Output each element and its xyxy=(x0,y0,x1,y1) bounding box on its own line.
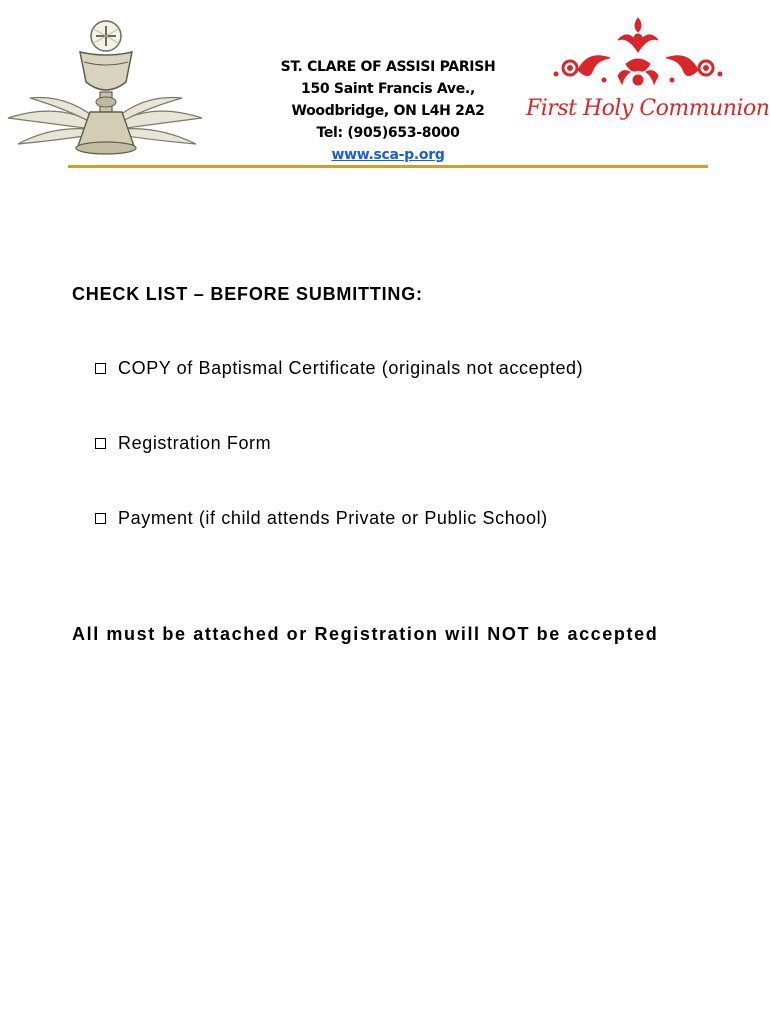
parish-header xyxy=(250,56,526,166)
checkbox[interactable] xyxy=(95,438,106,449)
checklist-item-baptismal-certificate xyxy=(95,358,583,379)
phone-number: Tel: (905)653-8000 xyxy=(316,125,460,141)
checklist-item-payment xyxy=(95,508,548,529)
checklist-item-label: Payment (if child attends Private or Public School) xyxy=(118,508,548,528)
checkbox[interactable] xyxy=(95,363,106,374)
website-link[interactable]: www.sca-p.org xyxy=(331,147,445,163)
checklist-heading: CHECK LIST – BEFORE SUBMITTING: xyxy=(72,284,423,304)
checklist-item-label: Registration Form xyxy=(118,433,272,453)
parish-name: ST. CLARE OF ASSISI PARISH xyxy=(280,59,496,75)
first-holy-communion-title: First Holy Communion xyxy=(526,96,770,121)
header-divider xyxy=(68,165,708,168)
address-line-2: Woodbridge, ON L4H 2A2 xyxy=(291,103,485,119)
checkbox[interactable] xyxy=(95,513,106,524)
attachment-warning: All must be attached or Registration will NOT be accepted xyxy=(72,624,659,644)
ornament-icon xyxy=(548,14,728,94)
address-line-1: 150 Saint Francis Ave., xyxy=(301,81,475,97)
chalice-icon xyxy=(0,6,210,162)
checklist-item-label: COPY of Baptismal Certificate (originals not accepted) xyxy=(118,358,584,378)
checklist-item-registration-form xyxy=(95,433,271,454)
